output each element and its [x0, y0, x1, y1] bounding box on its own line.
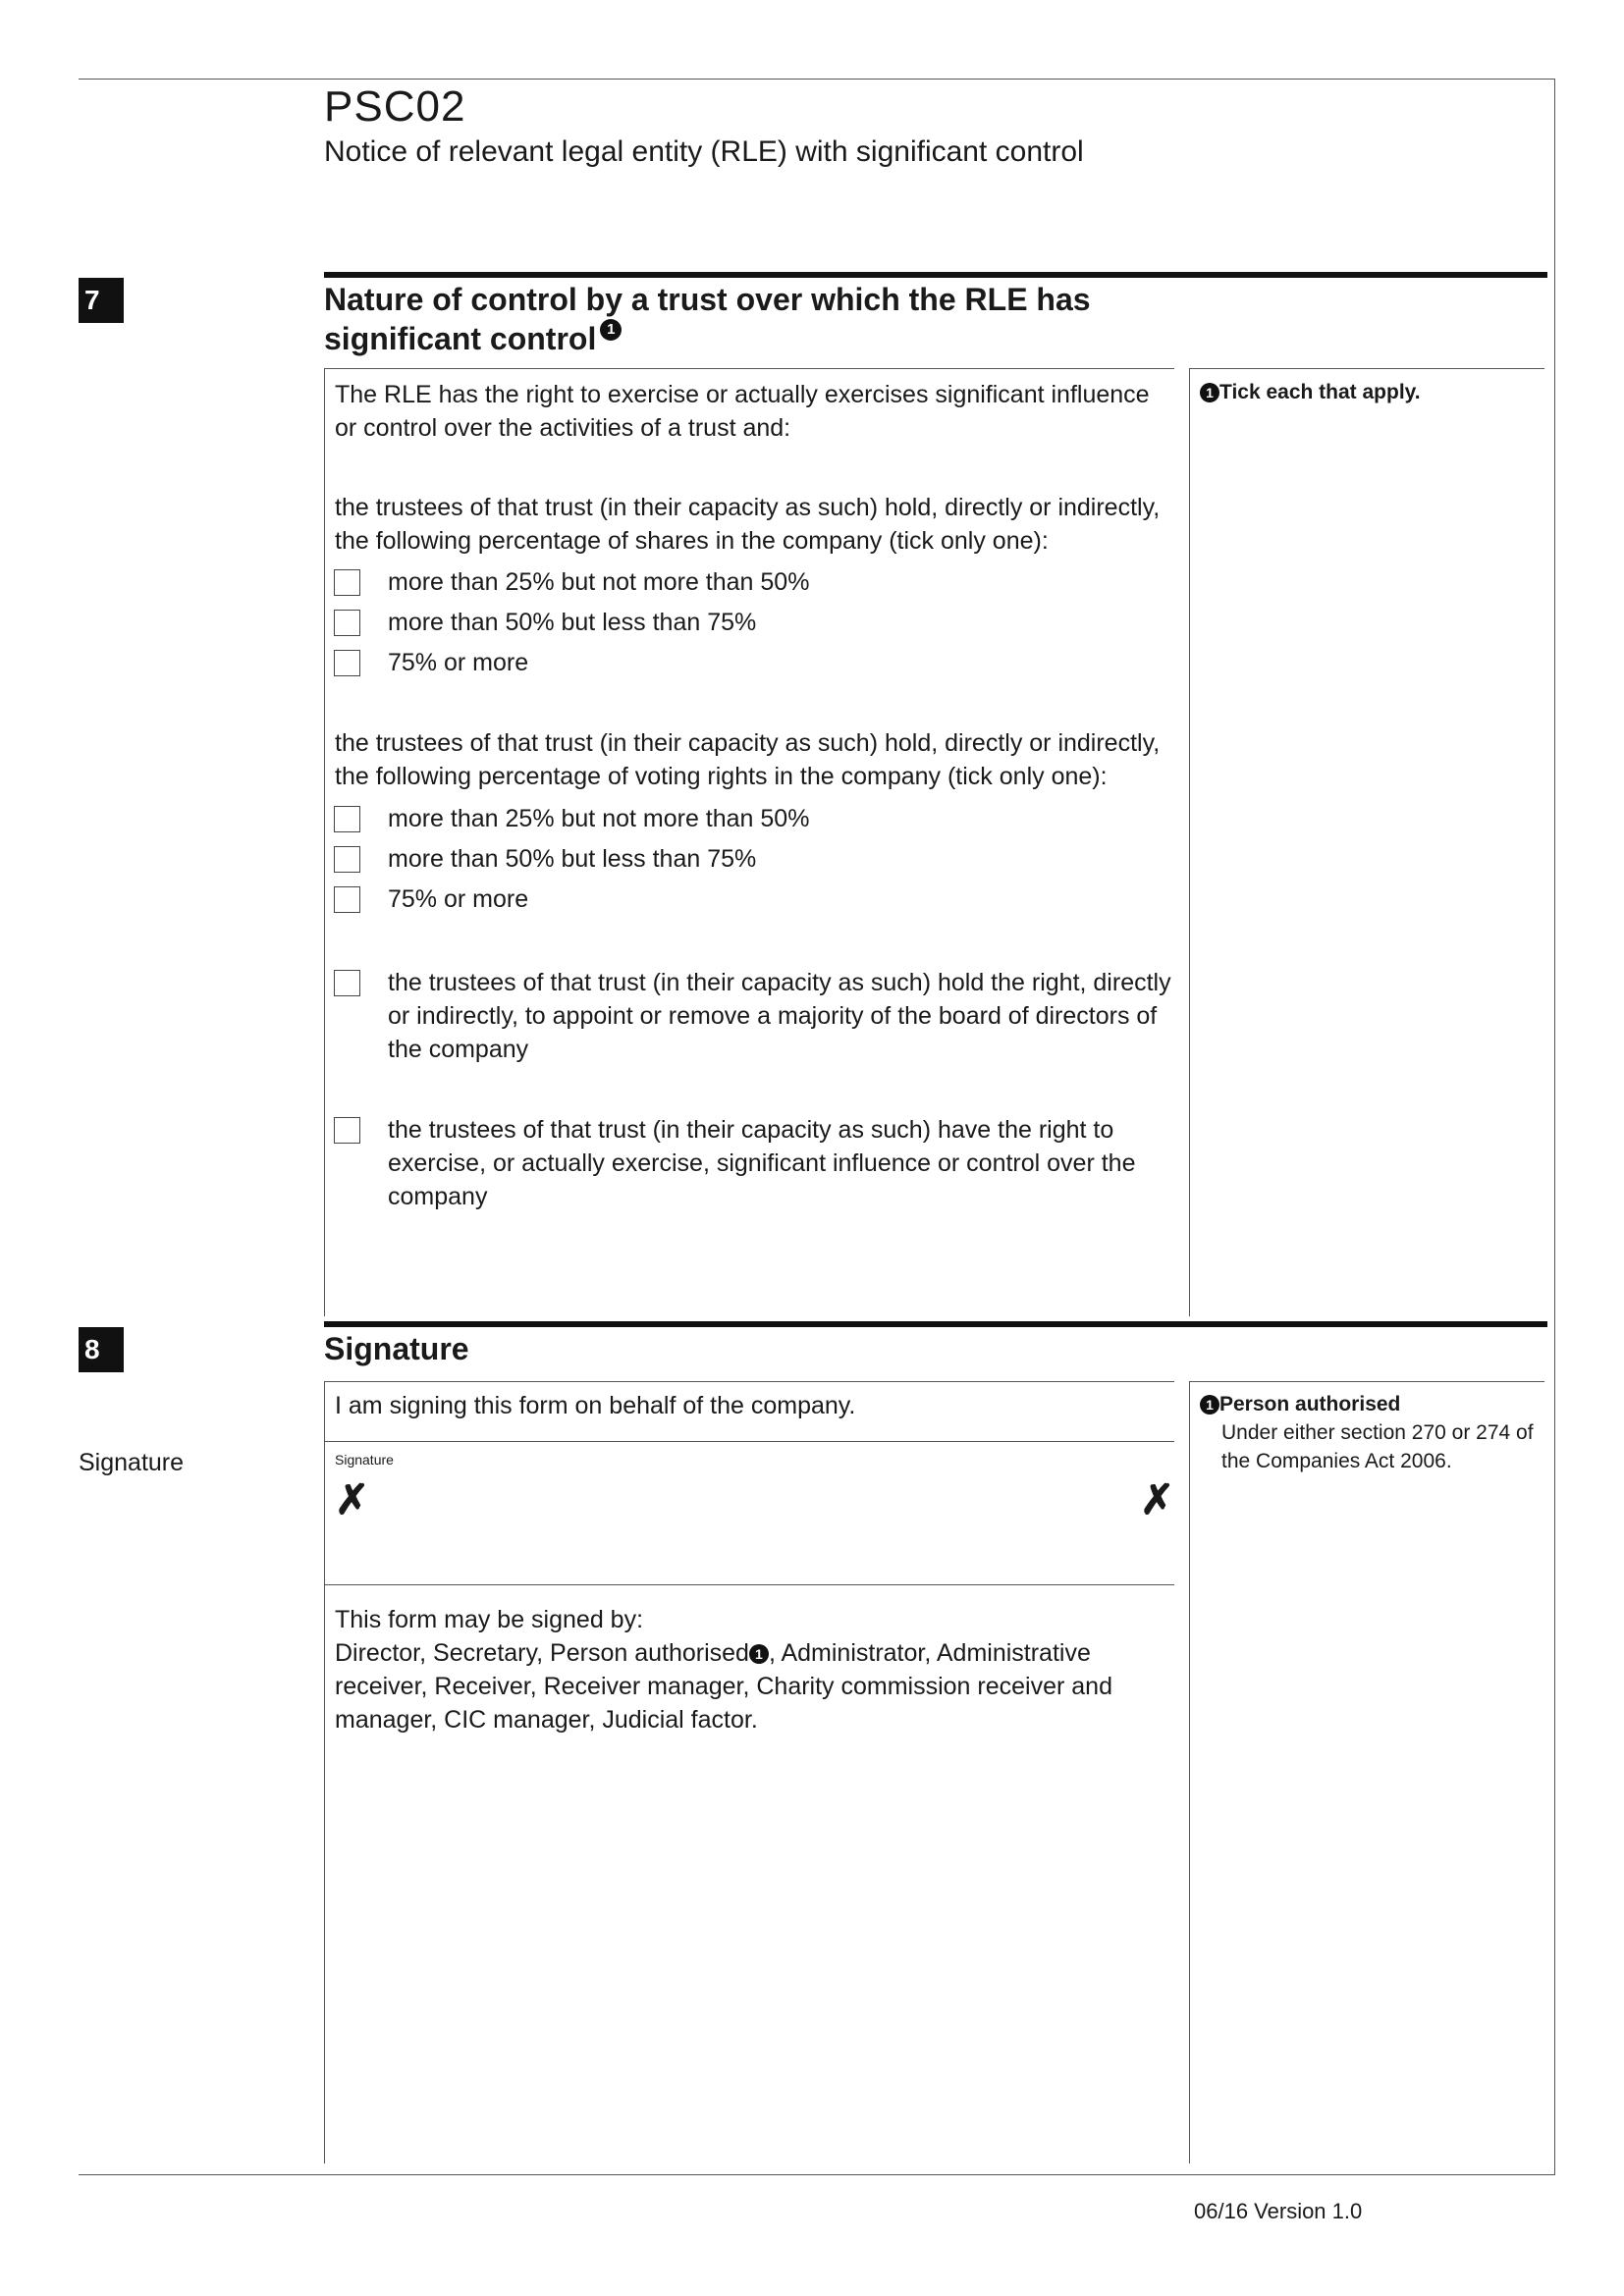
- voting-option-1[interactable]: [334, 806, 809, 835]
- signers-list: [335, 1636, 1179, 1736]
- section-7-title: [324, 280, 1091, 358]
- voting-50-75-checkbox[interactable]: [334, 846, 360, 873]
- voting-25-50-checkbox[interactable]: [334, 806, 360, 832]
- checkbox-label: 75% or more: [388, 649, 529, 676]
- shares-75-plus-checkbox[interactable]: [334, 650, 360, 676]
- signature-end-cross-icon: ✗: [1140, 1476, 1175, 1522]
- section-7-intro: The RLE has the right to exercise or actually exercises significant influence or control over the activities of a trust and:: [335, 381, 1150, 442]
- board-appoint-checkbox[interactable]: [334, 970, 360, 996]
- signers-list-part1: Director, Secretary, Person authorised: [335, 1639, 749, 1667]
- section-8-bar: [324, 1321, 1547, 1327]
- statement-box-top: [324, 1381, 1174, 1382]
- shares-option-3[interactable]: [334, 650, 528, 679]
- shares-heading: the trustees of that trust (in their capacity as such) hold, directly or indirectly, the following percentage of shares in the company (tick only one):: [335, 494, 1161, 555]
- note-marker-icon: 1: [749, 1644, 769, 1664]
- signers-list-part2: , Administrator, Administrative receiver, Receiver, Receiver manager, Charity commission receiver and manager, CIC manager, Judicial factor.: [335, 1639, 1112, 1734]
- section-7-box-left: [324, 368, 325, 1316]
- signature-box-bottom: [324, 1584, 1174, 1585]
- section-8-title: Signature: [324, 1331, 469, 1366]
- signers-heading: This form may be signed by:: [335, 1606, 644, 1633]
- board-option[interactable]: [334, 970, 1173, 1066]
- bottom-border: [79, 2174, 1555, 2175]
- shares-option-2[interactable]: [334, 610, 756, 639]
- section-7-number: 7: [79, 278, 124, 323]
- note-marker-icon: 1: [1200, 1395, 1219, 1415]
- checkbox-label: more than 50% but less than 75%: [388, 845, 757, 873]
- person-authorised-body: Under either section 270 or 274 of the Companies Act 2006.: [1221, 1421, 1534, 1472]
- voting-75-plus-checkbox[interactable]: [334, 886, 360, 913]
- section-8-box-right: [1189, 1381, 1190, 2163]
- section-7-title-line2: significant control: [324, 321, 597, 356]
- influence-option[interactable]: [334, 1117, 1164, 1213]
- note-marker-icon: 1: [1200, 383, 1219, 402]
- checkbox-label: the trustees of that trust (in their capacity as such) hold the right, directly or indirectly, to appoint or remove a majority of the board of directors of the company: [388, 969, 1171, 1063]
- section-7-bar: [324, 272, 1547, 278]
- section-8-note-top: [1189, 1381, 1544, 1382]
- voting-option-2[interactable]: [334, 846, 756, 876]
- signing-statement: I am signing this form on behalf of the company.: [335, 1392, 856, 1419]
- section-7-title-line1: Nature of control by a trust over which the RLE has: [324, 282, 1091, 317]
- checkbox-label: 75% or more: [388, 885, 529, 913]
- section-7-note-top: [1189, 368, 1544, 369]
- voting-heading: the trustees of that trust (in their capacity as such) hold, directly or indirectly, the following percentage of voting rights in the company (tick only one):: [335, 729, 1161, 790]
- checkbox-label: more than 50% but less than 75%: [388, 609, 757, 636]
- checkbox-label: the trustees of that trust (in their capacity as such) have the right to exercise, or actually exercise, significant influence or control over the company: [388, 1116, 1136, 1210]
- form-title: Notice of relevant legal entity (RLE) with significant control: [324, 135, 1084, 168]
- section-8-number: 8: [79, 1327, 124, 1372]
- checkbox-label: more than 25% but not more than 50%: [388, 568, 810, 596]
- tick-note: Tick each that apply.: [1219, 381, 1421, 403]
- section-8-side-note: [1200, 1390, 1543, 1475]
- signature-field[interactable]: [325, 1442, 1173, 1583]
- shares-option-1[interactable]: [334, 569, 809, 599]
- signature-row-label: Signature: [79, 1449, 185, 1476]
- shares-25-50-checkbox[interactable]: [334, 569, 360, 596]
- right-border: [1554, 79, 1555, 2175]
- voting-option-3[interactable]: [334, 886, 528, 916]
- person-authorised-title: Person authorised: [1219, 1393, 1401, 1415]
- top-border: [79, 79, 1555, 80]
- shares-50-75-checkbox[interactable]: [334, 610, 360, 636]
- note-marker-icon: 1: [600, 319, 622, 341]
- influence-control-checkbox[interactable]: [334, 1117, 360, 1144]
- section-7-side-note: [1200, 378, 1421, 406]
- section-7-box-top: [324, 368, 1174, 369]
- form-code: PSC02: [324, 82, 466, 131]
- section-7-box-right: [1189, 368, 1190, 1316]
- signature-start-cross-icon: ✗: [335, 1476, 370, 1522]
- version-footer: 06/16 Version 1.0: [1194, 2199, 1363, 2223]
- signature-box-label: Signature: [335, 1452, 394, 1468]
- checkbox-label: more than 25% but not more than 50%: [388, 805, 810, 832]
